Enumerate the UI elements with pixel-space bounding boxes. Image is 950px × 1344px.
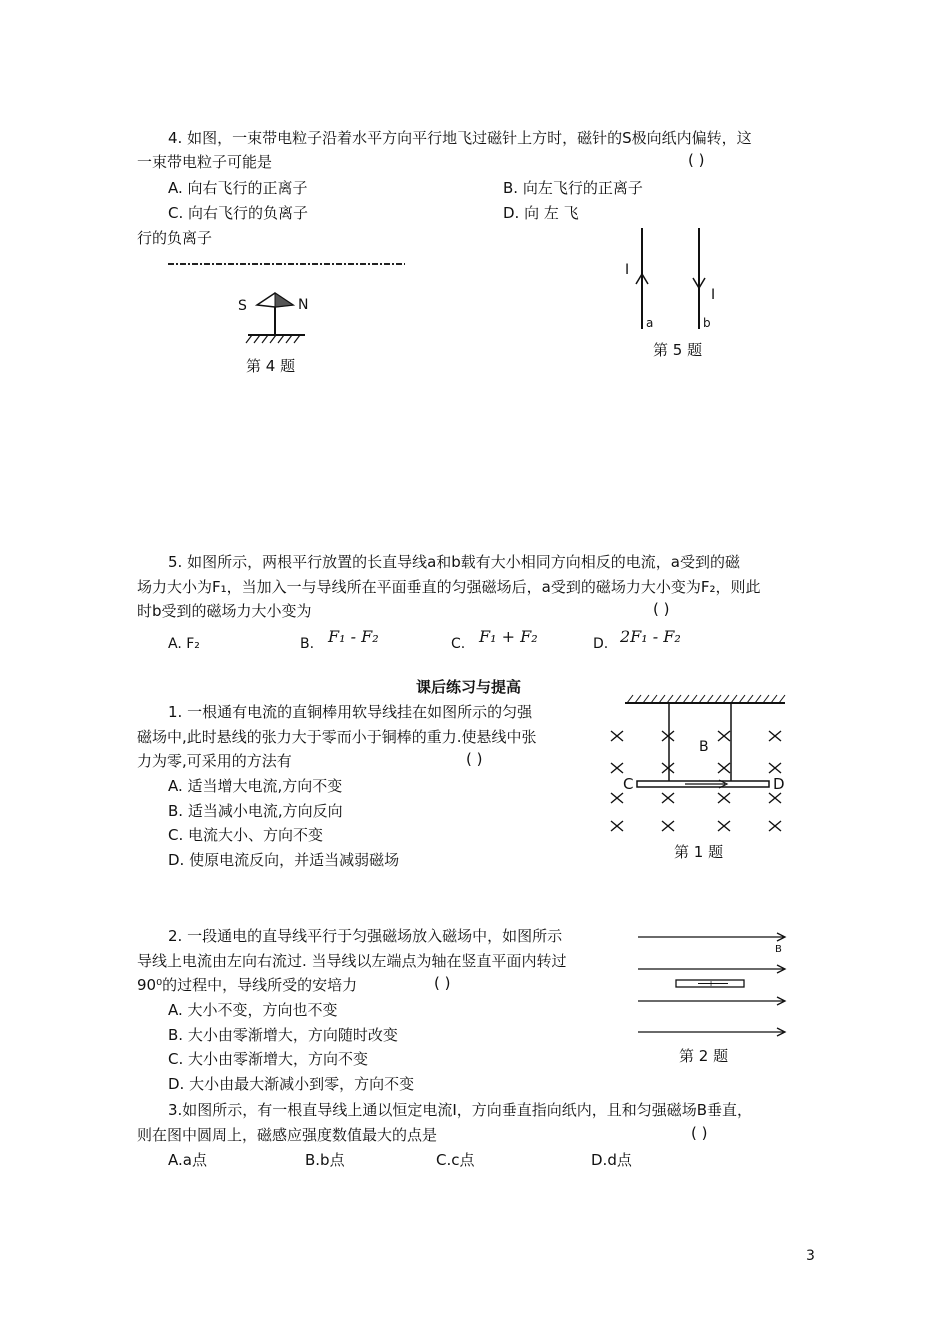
p3-answer-paren: ( ) [691,1124,708,1142]
wire-b-label: b [703,316,711,330]
figure-2-caption: 第 2 题 [679,1047,729,1065]
p2-stem-line2: 导线上电流由左向右流过. 当导线以左端点为轴在竖直平面内转过 [137,952,567,970]
p3-option-c: C.c点 [436,1151,475,1169]
figure-1-caption: 第 1 题 [674,843,724,861]
ground-hatch [246,335,300,343]
p1-stem-line1: 1. 一根通有电流的直铜棒用软导线挂在如图所示的匀强 [168,703,533,721]
figure-5-wires [615,226,725,336]
p1-answer-paren: ( ) [466,750,483,768]
section-title: 课后练习与提高 [416,678,522,696]
q5-answer-paren: ( ) [653,600,670,618]
q5-stem-line1: 5. 如图所示，两根平行放置的长直导线a和b载有大小相同方向相反的电流，a受到的磁 [168,553,740,571]
q4-answer-paren: ( ) [688,151,705,169]
figure-4-caption: 第 4 题 [246,357,296,375]
wire-a-current-label: I [625,262,630,278]
rod-end-c-label: C [623,775,634,793]
p3-option-d: D.d点 [591,1151,632,1169]
p1-option-c: C. 电流大小、方向不变 [168,826,324,844]
p1-option-b: B. 适当减小电流,方向反向 [168,802,343,820]
compass-s-label: S [238,298,247,314]
p2-answer-paren: ( ) [434,974,451,992]
q5-option-b-expr: F₁ - F₂ [328,627,379,646]
q5-option-c-expr: F₁ + F₂ [479,627,538,646]
q4-option-d: D. 向 左 飞 [503,204,579,222]
p1-stem-line2: 磁场中,此时悬线的张力大于零而小于铜棒的重力.使悬线中张 [137,728,537,746]
needle-n-half [275,293,293,307]
p3-option-a: A.a点 [168,1151,207,1169]
p2-stem-line3: 90⁰的过程中，导线所受的安培力 [137,976,358,994]
q4-stem-line2: 一束带电粒子可能是 [137,153,273,171]
wire-a-label: a [646,316,654,330]
p2-option-d: D. 大小由最大渐减小到零，方向不变 [168,1075,415,1093]
q5-option-c-prefix: C. [451,636,466,652]
page-number: 3 [806,1248,815,1264]
ceiling-hatch [627,695,785,703]
figure-4-compass [160,255,420,355]
p1-stem-line3: 力为零,可采用的方法有 [137,752,292,770]
p1-option-a: A. 适当增大电流,方向不变 [168,777,343,795]
field-b-label: B [699,739,709,755]
p2-option-a: A. 大小不变，方向也不变 [168,1001,338,1019]
p2-stem-line1: 2. 一段通电的直导线平行于匀强磁场放入磁场中，如图所示 [168,927,563,945]
q5-stem-line3: 时b受到的磁场力大小变为 [137,602,312,620]
wire-b-current-label: I [711,287,716,303]
p3-stem-line1: 3.如图所示，有一根直导线上通以恒定电流I，方向垂直指向纸内，且和匀强磁场B垂直， [168,1101,753,1119]
q4-stem-line1: 4. 如图，一束带电粒子沿着水平方向平行地飞过磁针上方时，磁针的S极向纸内偏转，这 [168,129,752,147]
q5-option-d-prefix: D. [593,636,609,652]
q4-option-a: A. 向右飞行的正离子 [168,179,308,197]
figure-2-field-wire [636,930,796,1040]
q4-option-b: B. 向左飞行的正离子 [503,179,643,197]
p3-stem-line2: 则在图中圆周上，磁感应强度数值最大的点是 [137,1126,438,1144]
q4-option-c: C. 向右飞行的负离子 [168,204,309,222]
p1-option-d: D. 使原电流反向，并适当减弱磁场 [168,851,400,869]
q5-option-b-prefix: B. [300,636,315,652]
rod-end-d-label: D [773,775,785,793]
wire-i-label: I [710,980,713,988]
p2-option-b: B. 大小由零渐增大，方向随时改变 [168,1026,398,1044]
field-b-label: B [775,944,782,955]
q5-stem-line2: 场力大小为F₁，当加入一与导线所在平面垂直的匀强磁场后，a受到的磁场力大小变为F₂，则此 [137,578,761,596]
q5-option-d-expr: 2F₁ - F₂ [620,627,681,646]
p3-option-b: B.b点 [305,1151,345,1169]
figure-1-hanging-rod [605,693,795,838]
q4-option-d-continued: 行的负离子 [137,229,213,247]
p2-option-c: C. 大小由零渐增大，方向不变 [168,1050,369,1068]
q5-option-a: A. F₂ [168,636,200,652]
compass-n-label: N [298,297,309,313]
figure-5-caption: 第 5 题 [653,341,703,359]
